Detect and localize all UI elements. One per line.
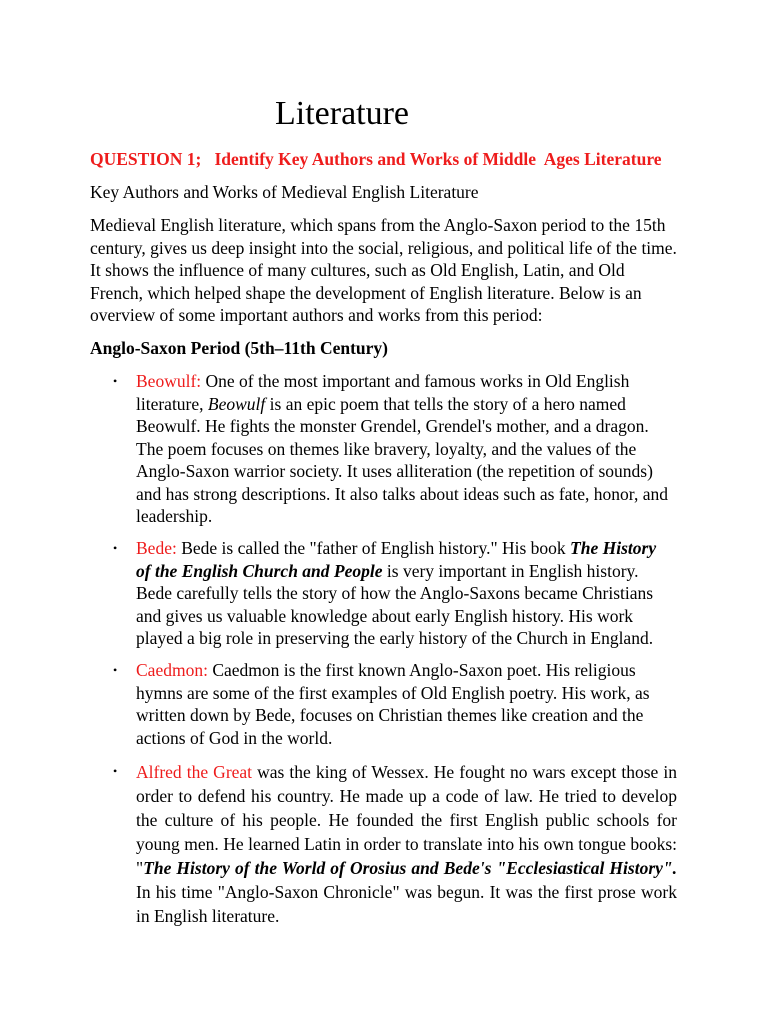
bullet-icon: • [113, 541, 118, 555]
bullet-icon: • [113, 374, 118, 388]
item-name: Alfred the Great [136, 762, 253, 782]
list-item-text [136, 370, 674, 528]
item-name: Bede: [136, 538, 177, 558]
item-emphasis: Beowulf [207, 393, 266, 414]
bullet-icon: • [113, 764, 118, 778]
list-item-text [136, 659, 674, 749]
item-text-part: Bede is called the "father of English history." His book [176, 538, 571, 558]
item-text-part: One of the most important and famous works in Old English literature, [136, 371, 630, 414]
item-text-part: In his time "Anglo-Saxon Chronicle" was begun. It was the first prose work in English literature. [136, 882, 677, 926]
item-text-part: was the king of Wessex. He fought no wars except those in order to defend his country. He made up a code of law. He tried to develop the culture of his people. He founded the first English public schools for young men. He learned Latin in order to translate into his own tongue books: " [136, 762, 678, 878]
item-name: Beowulf: [136, 371, 202, 391]
item-emphasis: The History of the English Church and People [136, 538, 657, 581]
item-name: Caedmon: [136, 660, 208, 680]
list-item-text [136, 537, 674, 650]
question-heading: QUESTION 1; Identify Key Authors and Works of Middle Ages Literature [90, 149, 662, 169]
section-heading: Anglo-Saxon Period (5th–11th Century) [90, 338, 388, 358]
item-text-part: is very important in English history. Bede carefully tells the story of how the Anglo-Saxons became Christians and gives us valuable knowledge about early English history. His work played a big role in preserving the early history of the Church in England. [136, 560, 654, 648]
intro-paragraph: Medieval English literature, which spans from the Anglo-Saxon period to the 15th century, gives us deep insight into the social, religious, and political life of the time. It shows the influence of many cultures, such as Old English, Latin, and Old French, which helped shape the development of English literature. Below is an overview of some important authors and works from this period: [90, 215, 677, 325]
item-text-part: Caedmon is the first known Anglo-Saxon poet. His religious hymns are some of the first examples of Old English poetry. His work, as written down by Bede, focuses on Christian themes like creation and the actions of God in the world. [136, 660, 650, 748]
page-title: Literature [275, 95, 410, 132]
item-text-part: is an epic poem that tells the story of a hero named Beowulf. He fights the monster Grendel, Grendel's mother, and a dragon. The poem focuses on themes like bravery, loyalty, and the values of the Anglo-Saxon warrior society. It uses alliteration (the repetition of sounds) and has strong descriptions. It also talks about ideas such as fate, honor, and leadership. [136, 393, 668, 526]
subheading: Key Authors and Works of Medieval English Literature [90, 182, 479, 202]
item-emphasis: The History of the World of Orosius and Bede's "Ecclesiastical History". [143, 858, 677, 878]
list-item-text [136, 760, 677, 928]
bullet-icon: • [113, 663, 118, 677]
